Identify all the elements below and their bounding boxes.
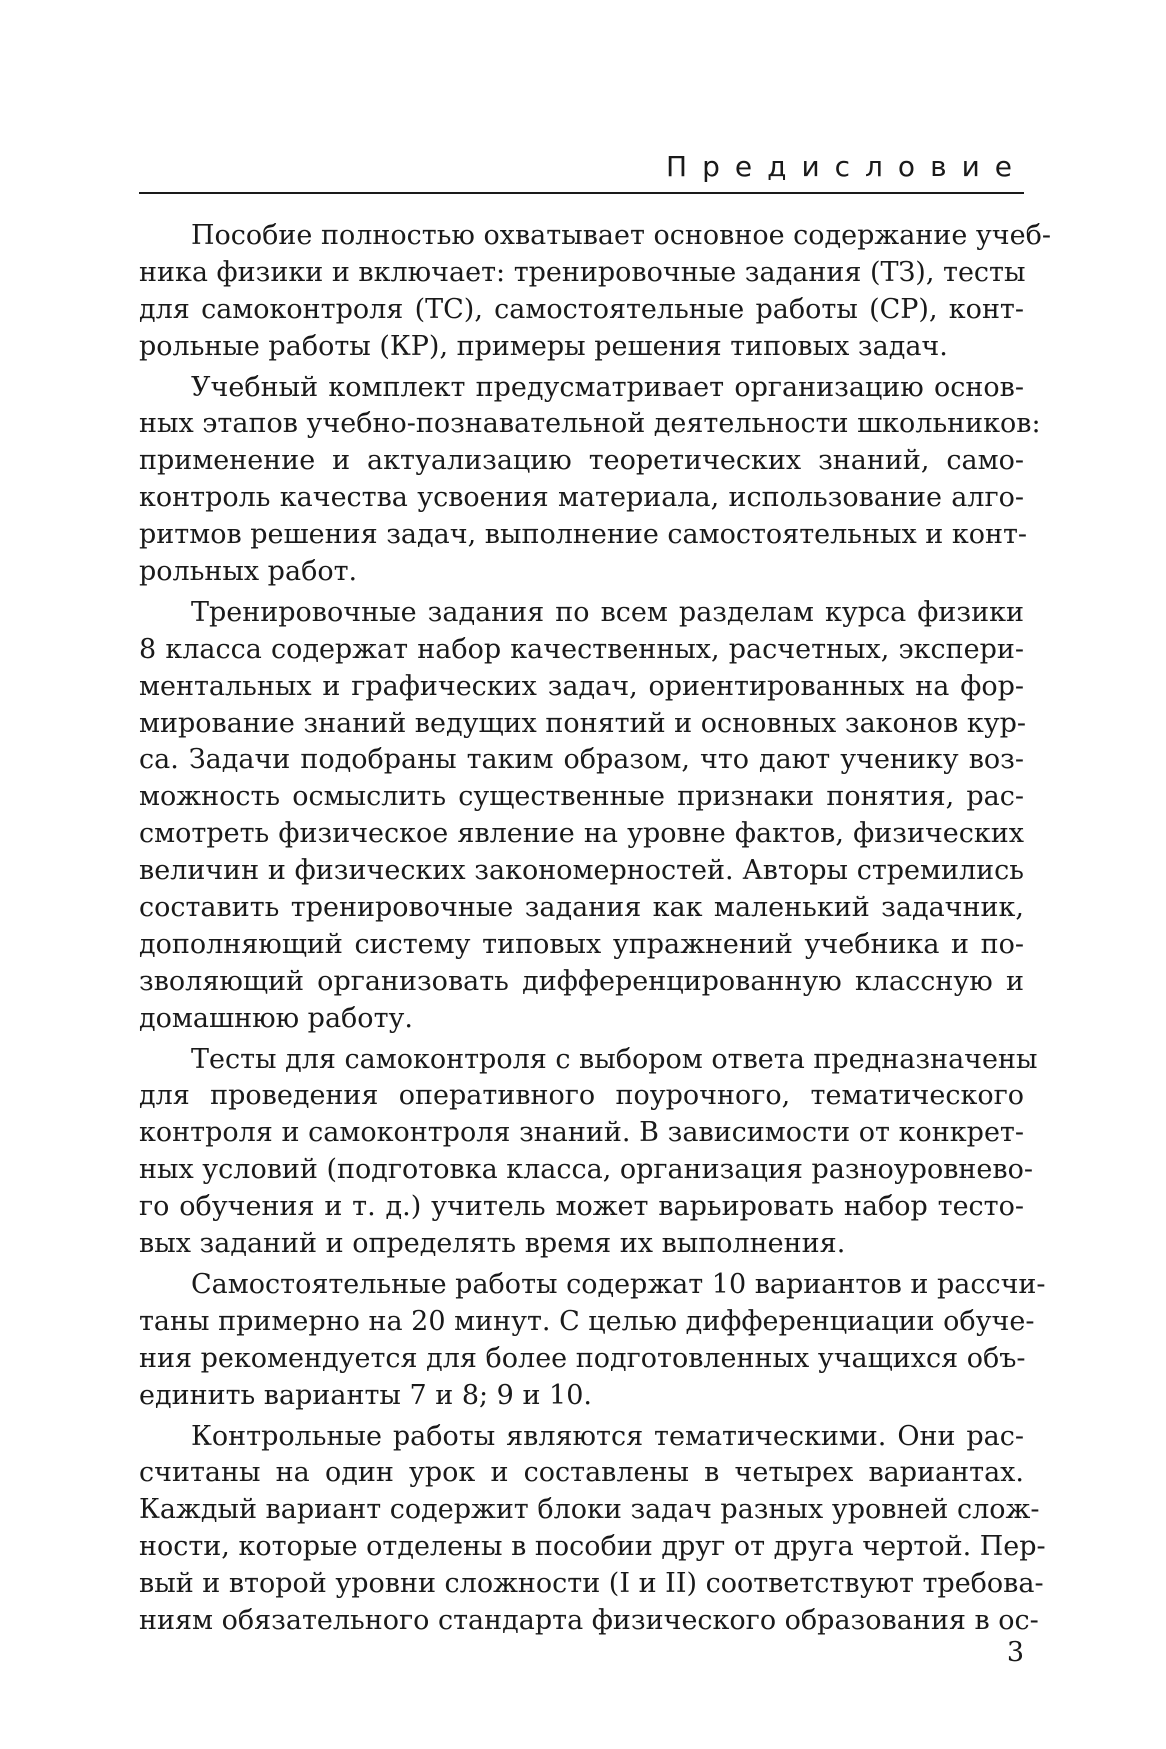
text-line: ритмов решения задач, выполнение самостоятельных и конт- — [139, 519, 1028, 551]
text-line: контроля и самоконтроля знаний. В зависимости от конкрет- — [139, 1117, 1024, 1149]
text-line: применение и актуализацию теоретических знаний, само- — [139, 445, 1024, 477]
paragraph — [139, 218, 1051, 366]
text-line: ных этапов учебно-познавательной деятельности школьников: — [139, 408, 1041, 440]
text-line: рольные работы (КР), примеры решения типовых задач. — [139, 330, 948, 362]
text-line: дополняющий систему типовых упражнений учебника и по- — [139, 928, 1024, 960]
text-line: Тесты для самоконтроля с выбором ответа предназначены — [191, 1043, 1038, 1075]
text-line: Пособие полностью охватывает основное содержание учеб- — [191, 220, 1051, 251]
text-line: рольных работ. — [139, 556, 358, 588]
text-line: Учебный комплект предусматривает организацию основ- — [191, 371, 1024, 403]
text-line: таны примерно на 20 минут. С целью дифференциации обуче- — [139, 1305, 1035, 1337]
text-line: 8 класса содержат набор качественных, расчетных, экспери- — [139, 633, 1024, 665]
text-line: для самоконтроля (ТС), самостоятельные работы (СР), конт- — [139, 293, 1024, 325]
paragraph — [139, 595, 1027, 1038]
text-line: считаны на один урок и составлены в четырех вариантах. — [139, 1457, 1024, 1489]
text-line: ника физики и включает: тренировочные задания (ТЗ), тесты — [139, 256, 1026, 288]
text-line: са. Задачи подобраны таким образом, что дают ученику воз- — [139, 744, 1024, 776]
text-line: Контрольные работы являются тематическими. Они рас- — [191, 1420, 1024, 1452]
text-line: го обучения и т. д.) учитель может варьировать набор тесто- — [139, 1191, 1024, 1223]
text-line: Тренировочные задания по всем разделам курса физики — [191, 596, 1024, 628]
text-line: вый и второй уровни сложности (I и II) соответствуют требова- — [139, 1568, 1044, 1600]
text-line: Каждый вариант содержит блоки задач разных уровней слож- — [139, 1494, 1040, 1526]
page-number: 3 — [1006, 1637, 1024, 1668]
text-line: ности, которые отделены в пособии друг от друга чертой. Пер- — [139, 1531, 1046, 1563]
paragraph — [139, 1419, 1046, 1640]
body-text — [139, 218, 1051, 1644]
text-line: Самостоятельные работы содержат 10 вариантов и рассчи- — [191, 1268, 1046, 1300]
text-line: домашнюю работу. — [139, 1002, 413, 1034]
section-title: Предисловие — [666, 150, 1027, 183]
text-line: единить варианты 7 и 8; 9 и 10. — [139, 1379, 592, 1411]
text-line: можность осмыслить существенные признаки понятия, рас- — [139, 781, 1024, 813]
text-line: ных условий (подготовка класса, организация разноуровнево- — [139, 1154, 1033, 1186]
text-line: мирование знаний ведущих понятий и основных законов кур- — [139, 707, 1027, 739]
text-line: вых заданий и определять время их выполнения. — [139, 1228, 846, 1260]
text-line: смотреть физическое явление на уровне фактов, физических — [139, 818, 1024, 850]
text-line: составить тренировочные задания как маленький задачник, — [139, 892, 1024, 924]
text-line: ниям обязательного стандарта физического образования в ос- — [139, 1604, 1039, 1636]
text-line: зволяющий организовать дифференцированную классную и — [139, 965, 1024, 997]
paragraph — [139, 1042, 1038, 1263]
running-header — [139, 150, 1027, 194]
text-line: ния рекомендуется для более подготовленных учащихся объ- — [139, 1342, 1026, 1374]
paragraph — [139, 370, 1041, 591]
text-line: величин и физических закономерностей. Авторы стремились — [139, 855, 1024, 887]
text-line: контроль качества усвоения материала, использование алго- — [139, 482, 1024, 514]
text-line: ментальных и графических задач, ориентированных на фор- — [139, 670, 1024, 702]
paragraph — [139, 1267, 1046, 1415]
text-line: для проведения оперативного поурочного, тематического — [139, 1080, 1024, 1112]
